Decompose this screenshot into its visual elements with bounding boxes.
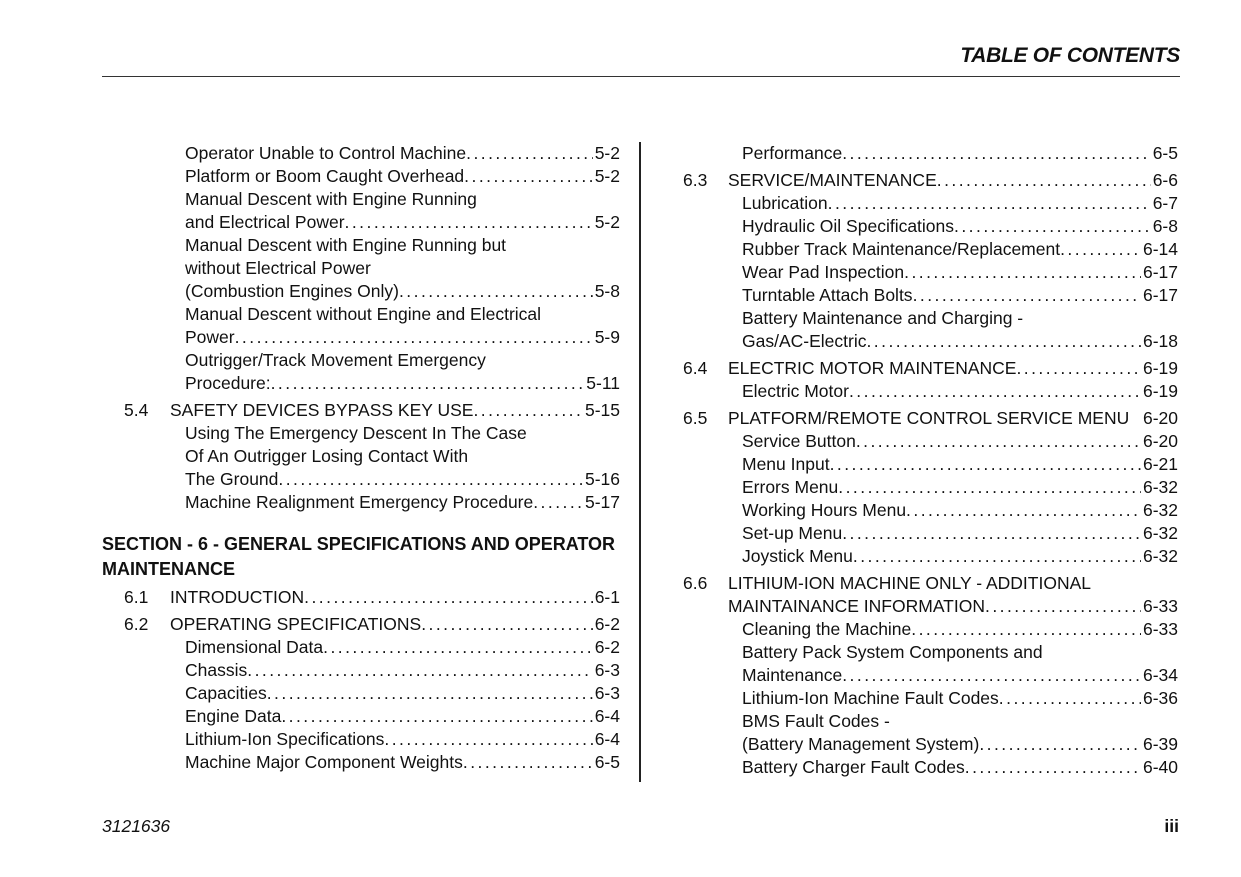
toc-entry[interactable]: [683, 453, 1178, 476]
page-header-title: TABLE OF CONTENTS: [960, 44, 1180, 67]
toc-entry-title: Hydraulic Oil Specifications: [742, 216, 955, 236]
section-heading[interactable]: SECTION - 6 - GENERAL SPECIFICATIONS AND OPERATOR MAINTENANCE: [102, 534, 616, 579]
toc-page-number: 6-5: [594, 752, 620, 772]
dot-leader: [838, 476, 1141, 499]
dot-leader: [937, 169, 1151, 192]
toc-entry-title: BMS Fault Codes -: [742, 711, 890, 731]
toc-entry-continuation[interactable]: [683, 710, 1178, 733]
toc-page-number: 6-4: [594, 729, 620, 749]
toc-page-number: 6-33: [1142, 596, 1178, 616]
toc-page-number: 6-18: [1142, 331, 1178, 351]
toc-entry[interactable]: [683, 142, 1178, 165]
toc-entry-title: and Electrical Power: [185, 212, 345, 232]
dot-leader: [278, 468, 583, 491]
toc-entry-title: ELECTRIC MOTOR MAINTENANCE: [728, 358, 1017, 378]
toc-entry-title: Outrigger/Track Movement Emergency: [185, 350, 486, 370]
toc-entry[interactable]: [102, 728, 620, 751]
toc-section-number: 6.6: [683, 573, 708, 593]
toc-page-number: 5-15: [584, 400, 620, 420]
toc-entry-title: PLATFORM/REMOTE CONTROL SERVICE MENU: [728, 408, 1130, 428]
toc-entry-continuation[interactable]: [102, 234, 620, 257]
toc-entry-title: MAINTAINANCE INFORMATION: [728, 596, 985, 616]
toc-page-number: 6-3: [594, 683, 620, 703]
toc-entry-title: Procedure:: [185, 373, 271, 393]
dot-leader: [235, 326, 593, 349]
toc-page-number: 6-8: [1152, 216, 1178, 236]
dot-leader: [904, 261, 1141, 284]
toc-entry[interactable]: [683, 522, 1178, 545]
dot-leader: [913, 284, 1141, 307]
toc-entry-title: Battery Charger Fault Codes: [742, 757, 965, 777]
dot-leader: [828, 192, 1151, 215]
toc-entry[interactable]: [102, 613, 620, 636]
toc-entry[interactable]: [683, 664, 1178, 687]
toc-entry-continuation[interactable]: [102, 257, 620, 280]
toc-entry[interactable]: [102, 636, 620, 659]
toc-entry[interactable]: [683, 595, 1178, 618]
toc-page-number: 6-17: [1142, 262, 1178, 282]
toc-page-number: 6-36: [1142, 688, 1178, 708]
toc-entry[interactable]: [102, 751, 620, 774]
toc-entry[interactable]: [683, 476, 1178, 499]
toc-section-number: 5.4: [124, 400, 149, 420]
dot-leader: [281, 705, 592, 728]
toc-entry[interactable]: [102, 399, 620, 422]
dot-leader: [271, 372, 585, 395]
toc-entry[interactable]: [683, 238, 1178, 261]
toc-entry[interactable]: [683, 407, 1178, 430]
toc-entry-continuation[interactable]: [102, 422, 620, 445]
toc-page-number: 6-21: [1142, 454, 1178, 474]
dot-leader: [323, 636, 593, 659]
dot-leader: [1016, 357, 1141, 380]
toc-entry[interactable]: [683, 284, 1178, 307]
toc-entry[interactable]: [102, 468, 620, 491]
toc-entry-title: Performance: [742, 143, 843, 163]
toc-page-number: 6-19: [1142, 381, 1178, 401]
toc-entry-title: Operator Unable to Control Machine: [185, 143, 467, 163]
toc-page-number: 6-34: [1142, 665, 1178, 685]
toc-entry[interactable]: [683, 733, 1178, 756]
toc-entry[interactable]: [683, 215, 1178, 238]
header-rule: [102, 76, 1180, 77]
dot-leader: [466, 142, 593, 165]
toc-left-column: [102, 142, 620, 774]
toc-entry-title: Platform or Boom Caught Overhead: [185, 166, 465, 186]
toc-section-number: 6.1: [124, 587, 149, 607]
toc-entry-title: Capacities: [185, 683, 267, 703]
dot-leader: [247, 659, 592, 682]
footer-doc-number: 3121636: [102, 816, 171, 836]
toc-entry-continuation[interactable]: [102, 445, 620, 468]
toc-entry[interactable]: [102, 705, 620, 728]
toc-entry[interactable]: [683, 261, 1178, 284]
toc-entry-title: Manual Descent with Engine Running but: [185, 235, 507, 255]
toc-entry-continuation[interactable]: [102, 188, 620, 211]
toc-entry-title: Set-up Menu: [742, 523, 843, 543]
dot-leader: [911, 618, 1141, 641]
toc-page-number: 5-17: [584, 492, 620, 512]
toc-entry-title: Manual Descent with Engine Running: [185, 189, 477, 209]
dot-leader: [473, 399, 583, 422]
toc-entry-title: Turntable Attach Bolts: [742, 285, 913, 305]
dot-leader: [1060, 238, 1141, 261]
toc-entry-title: Errors Menu: [742, 477, 839, 497]
toc-entry[interactable]: [683, 357, 1178, 380]
toc-entry-title: Rubber Track Maintenance/Replacement: [742, 239, 1061, 259]
toc-entry-title: SERVICE/MAINTENANCE: [728, 170, 937, 190]
toc-page-number: 6-5: [1152, 143, 1178, 163]
dot-leader: [985, 595, 1141, 618]
toc-entry-title: Service Button: [742, 431, 856, 451]
toc-entry[interactable]: [102, 142, 620, 165]
toc-entry-title: Lithium-Ion Machine Fault Codes: [742, 688, 999, 708]
dot-leader: [421, 613, 593, 636]
toc-entry-title: Menu Input: [742, 454, 830, 474]
toc-entry-title: Battery Maintenance and Charging -: [742, 308, 1024, 328]
toc-entry-title: without Electrical Power: [185, 258, 371, 278]
toc-entry-title: Using The Emergency Descent In The Case: [185, 423, 527, 443]
dot-leader: [954, 215, 1151, 238]
dot-leader: [866, 330, 1141, 353]
toc-page-number: 6-1: [594, 587, 620, 607]
dot-leader: [463, 751, 593, 774]
toc-entry-title: Joystick Menu: [742, 546, 853, 566]
toc-entry-title: Battery Pack System Components and: [742, 642, 1043, 662]
dot-leader: [965, 756, 1141, 779]
toc-page-number: 5-2: [594, 143, 620, 163]
toc-page-number: 5-8: [594, 281, 620, 301]
toc-entry-title: (Combustion Engines Only): [185, 281, 399, 301]
toc-entry[interactable]: [683, 330, 1178, 353]
toc-entry-title: Of An Outrigger Losing Contact With: [185, 446, 469, 466]
toc-entry[interactable]: [683, 192, 1178, 215]
toc-page-number: 6-32: [1142, 477, 1178, 497]
toc-page-number: 6-2: [594, 614, 620, 634]
toc-page-number: 6-19: [1142, 358, 1178, 378]
toc-entry[interactable]: [102, 682, 620, 705]
toc-entry-title: Dimensional Data: [185, 637, 324, 657]
toc-entry[interactable]: [683, 545, 1178, 568]
toc-page-number: 5-2: [594, 166, 620, 186]
toc-entry-title: Engine Data: [185, 706, 282, 726]
dot-leader: [999, 687, 1141, 710]
dot-leader: [849, 380, 1141, 403]
toc-page-number: 6-3: [594, 660, 620, 680]
toc-page-number: 6-20: [1142, 408, 1178, 428]
toc-entry[interactable]: [102, 372, 620, 395]
toc-entry-title: SAFETY DEVICES BYPASS KEY USE: [170, 400, 474, 420]
toc-page-number: 6-32: [1142, 500, 1178, 520]
toc-page-number: 6-39: [1142, 734, 1178, 754]
toc-section-number: 6.2: [124, 614, 149, 634]
toc-entry[interactable]: [102, 659, 620, 682]
toc-page-number: 6-4: [594, 706, 620, 726]
toc-entry[interactable]: [102, 165, 620, 188]
dot-leader: [853, 545, 1141, 568]
footer-page-number: iii: [1164, 816, 1179, 836]
column-divider: [639, 142, 641, 782]
dot-leader: [533, 491, 583, 514]
toc-entry-title: OPERATING SPECIFICATIONS: [170, 614, 422, 634]
toc-entry-title: Gas/AC-Electric: [742, 331, 867, 351]
toc-page-number: 5-9: [594, 327, 620, 347]
toc-page-number: 6-32: [1142, 546, 1178, 566]
toc-section-number: 6.5: [683, 408, 708, 428]
toc-entry-title: Electric Motor: [742, 381, 849, 401]
toc-page-number: 6-17: [1142, 285, 1178, 305]
toc-entry[interactable]: [102, 586, 620, 609]
toc-page-number: 6-7: [1152, 193, 1178, 213]
toc-entry-title: Cleaning the Machine: [742, 619, 912, 639]
dot-leader: [842, 664, 1141, 687]
toc-entry-continuation[interactable]: [683, 572, 1178, 595]
toc-entry-title: INTRODUCTION: [170, 587, 305, 607]
dot-leader: [399, 280, 593, 303]
dot-leader: [856, 430, 1141, 453]
toc-entry-title: Chassis: [185, 660, 248, 680]
toc-entry[interactable]: [683, 687, 1178, 710]
toc-entry[interactable]: [683, 169, 1178, 192]
toc-entry[interactable]: [683, 499, 1178, 522]
toc-entry-title: Working Hours Menu: [742, 500, 907, 520]
toc-entry[interactable]: [683, 618, 1178, 641]
toc-page-number: 6-33: [1142, 619, 1178, 639]
toc-entry-title: Machine Realignment Emergency Procedure: [185, 492, 534, 512]
toc-entry-title: Power: [185, 327, 235, 347]
toc-entry-continuation[interactable]: [102, 303, 620, 326]
toc-page-number: 6-40: [1142, 757, 1178, 777]
toc-page-number: 5-11: [586, 373, 620, 393]
toc-entry[interactable]: [102, 211, 620, 234]
toc-entry-title: Maintenance: [742, 665, 843, 685]
toc-entry-title: Lubrication: [742, 193, 828, 213]
toc-entry[interactable]: [683, 756, 1178, 779]
dot-leader: [979, 733, 1141, 756]
dot-leader: [842, 142, 1151, 165]
toc-entry-continuation[interactable]: [683, 307, 1178, 330]
toc-entry-title: Wear Pad Inspection: [742, 262, 905, 282]
toc-entry-title: Manual Descent without Engine and Electrical: [185, 304, 542, 324]
dot-leader: [384, 728, 592, 751]
toc-page-number: 5-2: [594, 212, 620, 232]
dot-leader: [345, 211, 593, 234]
toc-right-column: [683, 142, 1178, 779]
toc-section-number: 6.3: [683, 170, 708, 190]
dot-leader: [842, 522, 1141, 545]
toc-entry[interactable]: [683, 430, 1178, 453]
toc-entry-title: Lithium-Ion Specifications: [185, 729, 385, 749]
toc-entry[interactable]: [102, 326, 620, 349]
toc-page-number: 6-14: [1142, 239, 1178, 259]
dot-leader: [464, 165, 593, 188]
toc-entry-continuation[interactable]: [102, 349, 620, 372]
toc-entry[interactable]: [102, 280, 620, 303]
toc-page-number: 6-6: [1152, 170, 1178, 190]
dot-leader: [906, 499, 1141, 522]
dot-leader: [304, 586, 593, 609]
toc-entry-title: Machine Major Component Weights: [185, 752, 463, 772]
toc-page-number: 5-16: [584, 469, 620, 489]
toc-entry-title: The Ground: [185, 469, 279, 489]
toc-entry[interactable]: [683, 380, 1178, 403]
toc-entry-title: LITHIUM-ION MACHINE ONLY - ADDITIONAL: [728, 573, 1092, 593]
toc-section-number: 6.4: [683, 358, 708, 378]
toc-entry-continuation[interactable]: [683, 641, 1178, 664]
toc-entry[interactable]: [102, 491, 620, 514]
dot-leader: [830, 453, 1141, 476]
toc-page-number: 6-20: [1142, 431, 1178, 451]
dot-leader: [267, 682, 593, 705]
toc-entry-title: (Battery Management System): [742, 734, 980, 754]
toc-page-number: 6-32: [1142, 523, 1178, 543]
toc-page-number: 6-2: [594, 637, 620, 657]
spacer: [102, 514, 620, 532]
